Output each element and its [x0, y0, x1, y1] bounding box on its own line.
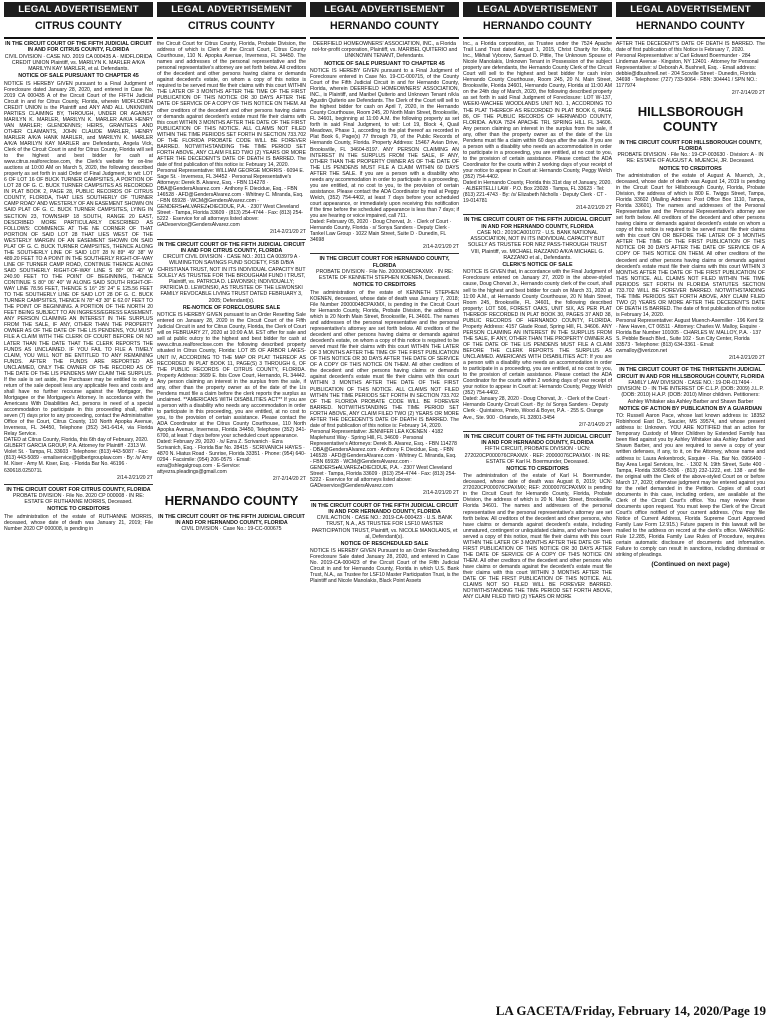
county-heading: HERNANDO COUNTY [330, 20, 439, 32]
legal-ad-header: LEGAL ADVERTISEMENT [157, 2, 306, 17]
columns [4, 2, 766, 998]
publication-ref: 2/14-2/21/20 2T [729, 355, 765, 362]
legal-ad-header: LEGAL ADVERTISEMENT [4, 2, 153, 17]
notice-body: NOTICE IS HEREBY GIVEN pursuant to a Final Judgment of Foreclosure entered in Case No. 19-CC-000715, of the County Court of the Fifth Judicial Circuit in and for Hernando County, Florida, wherein DEERFIELD HOMEOWNERS' ASSOCIATION, INC., is Plaintiff, and Maribel Quiterio and Unknown Tenant n/k/a Agustin Quiterio are Defendants. The Clerk of the Court will sell to the highest bidder for cash on April 7, 2020, in the Hernando County Courthouse, Room 245, 20 North Main Street, Brooksville, FL 34601, beginning at 11:00 A.M. the following property as set forth in said Final Judgment, to wit: Lot 19, Block 4, Quail Meadows, Phase 1, according to the plat thereof as recorded in Plat Book 6, Page(s) 77 through 79, of the Public Records of Hernando County, Florida. Property Address: 15467 Avian Drive, Brooksville, FL 34604-8197. ANY PERSON CLAIMING AN INTEREST IN THE SURPLUS FROM THE SALE, IF ANY, OTHER THAN THE PROPERTY OWNER AS OF THE DATE OF THE LIS PENDENS MUST FILE A CLAIM WITHIN 60 DAYS AFTER THE SALE. If you are a person with a disability who needs any accommodation in order to participate in a proceeding, you are entitled, at no cost to you, to the provision of certain assistance. Please contact the ADA Coordinator by mail at Peggy Welch, (352) 754-4402, at least 7 days before your scheduled court appearance, or immediately upon receiving this notification if the time before the scheduled appearance is less than 7 days; if you are hearing or voice impaired, call 711. [310, 67, 459, 220]
case-caption: FIFTH CIRCUIT, PROBATE DIVISION · UCN: 272020CP000076CPAXMX · REF: 20000076CPAXMX · IN RE: ESTATE OF Karl H. Boermunder, Deceased. [464, 446, 611, 465]
continued-note: (Continued on next page) [651, 561, 730, 569]
notice-body: The administration of the estate of Karl H. Boermunder, deceased, whose date of death was August 8, 2019; UCN: 272020CP000076CPAXMX; REF: 20000076CPAXMX is pending in the Circuit Court for Hernando County, Florida, Probate Division, the address of which is 20 N. Main Street, Brooksville, Florida 34601. The names and addresses of the personal representative and the personal representative's attorney are set forth below. All creditors of the decedent and other persons, who have claims or demands against decedent's estate, including unmatured, contingent or unliquidated claims, and who have been served a copy of this notice, must file their claims with this court WITHIN THE LATER OF 3 MONTHS AFTER THE DATE OF THE FIRST PUBLICATION OF THIS NOTICE OR 30 DAYS AFTER THE DATE OF SERVICE OF A COPY OF THIS NOTICE ON THEM. All other creditors of the decedent and other persons who have claims or demands against the decedent's estate must file their claims with this court WITHIN 3 MONTHS AFTER THE DATE OF THE FIRST PUBLICATION OF THIS NOTICE. ALL CLAIMS NOT SO FILED WILL BE FOREVER BARRED. NOTWITHSTANDING THE TIME PERIOD SET FORTH ABOVE, ANY CLAIM FILED TWO (2) YEARS OR MORE [463, 473, 612, 601]
case-caption: CIVIL ACTION · CASE NO.: 2019-CA-000423 · U.S. BANK TRUST, N.A., AS TRUSTEE FOR LSF10 MASTER PARTICIPATION TRUST, Plaintiff, vs. NICOLE MANOLAKIS, et al, Defendant(s). [311, 515, 458, 540]
case-caption: CASE NO.: 2019CA001072 · U.S. BANK NATIONAL ASSOCIATION, NOT IN ITS INDIVIDUAL CAPACITY BUT SOLELY AS TRUSTEE FOR NRZ PASS-THROUGH TRUST VIII, Plaintiff, vs. MICHAEL RAZZANO A/K/A MICHAEL G. RAZZANO et al., Defendants. [467, 230, 608, 261]
notice-signature: Dated: February 29, 2020 · /s/ Ezra Z. Scrivanich · Ezra Scrivanich, Esq. · Florida Bar No. 28415 · SCRIVANICH HAYES · 4870 N. Hiatus Road · Sunrise, Florida 33351 · Phone: (954) 640-0294 · Facsimile: (954) 206-0575 · Email: ezra@shlegalgroup.com · E-Service: attyezra.pleadings@gmail.com [157, 439, 306, 476]
legal-notice [463, 434, 612, 600]
case-caption: FAMILY LAW DIVISION · CASE NO.: 19-DR-017494 · DIVISION: D · IN THE INTEREST OF C.L.P. (DOB: 2009) J.L.P. (DOB: 2010) H.A.P. (DOB: 2010) Minor children. Petitioners: Ashley Whitaker aka Ashley Barber and Shawn Barber [617, 380, 764, 405]
notice-title: NOTICE OF RESCHEDULED SALE [340, 540, 429, 547]
legal-ad-header: LEGAL ADVERTISEMENT [463, 2, 612, 17]
notice-signature: Personal Representative: WILLIAM GEORGE MORRIS · 6094 E. Sage St. · Inverness, FL 34452 · Personal Representative's Attorneys: Derek B. Alvarez, Esq. - FBN 114278 · DBA@GendersAlvarez.com · Anthony F. Diecidue, Esq. - FBN 146528 · AFD@GendersAlvarez.com · Whitney C. Miranda, Esq. - FBN 65928 · WCM@GendersAlvarez.com · GENDERS♦ALVAREZ♦DIECIDUE, P.A. · 2307 West Cleveland Street · Tampa, Florida 33609 · (813) 254-4744 · Fax: (813) 254-5222 · Eservice for all attorneys listed above: GADeservice@GendersAlvarez.com [157, 167, 305, 229]
notice-body: NOTICE IS HEREBY GIVEN Pursuant to an Order Rescheduling Foreclosure Sale dated January 28, 2020, and entered in Case No. 2019-CA-000423 of the Circuit Court of the Fifth Judicial Circuit in and for Hernando County, Florida in which U.S. Bank Trust, N.A., as Trustee for LSF10 Master Participation Trust, is the Plaintiff and Nicole Manolakis, Black Point Assets [310, 548, 459, 585]
court-name: IN THE CIRCUIT COURT OF THE FIFTH JUDICIAL CIRCUIT IN AND FOR HERNANDO COUNTY, FLORIDA [158, 513, 305, 526]
notice-signature: Dated: January 28, 2020 · Doug Chorvat, Jr. · Clerk of the Court · Hernando County Circuit Court · By: /s/ Sonya Sanders · Deputy Clerk · Quintairos, Prieto, Wood & Boyer, P.A. · 255 S. Orange Ave., Ste. 900 · Orlando, FL 32801-3454 [463, 396, 611, 421]
court-name: IN THE CIRCUIT COURT OF THE FIFTH JUDICIAL CIRCUIT IN AND FOR HERNANDO COUNTY, FLORIDA [464, 433, 611, 447]
legal-notice [463, 41, 612, 212]
notice-title: NOTICE TO CREDITORS [47, 506, 110, 513]
notice-title: NOTICE TO CREDITORS [506, 465, 569, 472]
court-name: IN THE CIRCUIT COURT OF THE FIFTH JUDICIAL CIRCUIT IN AND FOR HERNANDO COUNTY, FLORIDA [311, 502, 458, 515]
notice-title: NOTICE TO CREDITORS [659, 165, 722, 172]
court-name: IN THE CIRCUIT COURT FOR HILLSBOROUGH COUNTY, FLORIDA [619, 139, 762, 152]
notice-signature: DATED at Citrus County, Florida, this 6th day of February, 2020. GILBERT GARCIA GROUP, P.A. Attorney for Plaintiff · 2313 W. Violet St. · Tampa, FL 33603 · Telephone: (813) 443-5087 · Fax: (813) 443-5089 · emailservice@gilbertgrouplaw.com · By: /s/ Amy M. Kiser · Amy M. Kiser, Esq. · Florida Bar No. 46196 · 630618.025071L [4, 437, 153, 474]
divider [463, 214, 612, 215]
notice-title: NOTICE TO CREDITORS [353, 282, 416, 289]
column-5 [616, 2, 765, 998]
case-caption: DEERFIELD HOMEOWNERS' ASSOCIATION, INC., a Florida not-for-profit corporation, Plaintiff, vs. MARIBEL QUITERIO and UNKNOWN TENANT, Defendants. [311, 41, 458, 60]
notice-title: NOTICE OF SALE PURSUANT TO CHAPTER 45 [324, 60, 445, 67]
notice-body: NOTICE IS HEREBY GIVEN pursuant to a Final Judgment of Foreclosure dated January 28, 2020, and entered in Case No. 2019 CA 000435 A of the Circuit Court of the FIFTH Judicial Circuit in and for Citrus County, Florida, wherein MIDFLORIDA CREDIT UNION is the Plaintiff and ANY AND ALL UNKNOWN PARTIES CLAIMING BY, THROUGH, UNDER OR AGAINST MARILYN K. MARLER, MARILYN K. MARLER A/K/A HENRY VAN MARLER; GLENDENNIS; HEIRS, GRANTEES AND OTHER CLAIMANTS, JOHN CLAUDE MARLER, HENRY MARLER A/K/A HANK MARLER, and MARILYN K. MARLER A/K/A MARILYN KAY MARLER are Defendants, Angela Vick, Clerk of the Circuit Court in and for Citrus County, Florida will sell to the highest and best bidder for cash at www.citrus.realforeclose.com, the Clerk's website for on-line auctions at 10:00 AM on March 5, 2020, the following described property as set forth in said Order of Final Judgment, to wit: LOT 6 OF LOT 16 OF BUCK TURNER CAMPSITES, A PORTION OF LOT 28 OF G. C. BUCK TURNER CAMPSITES AS RECORDED IN PLAT BOOK 2, PAGE 28, PUBLIC RECORDS OF CITRUS COUNTY, FLORIDA, THAT LIES SOUTHERLY OF 'TURNER CAMP ROAD' AND WESTERLY OF AN EASEMENT SHOWN ON SAID PLAT OF G. C. BUCK TURNER CAMPSITES, LYING IN SECTION 23, TOWNSHIP 18 SOUTH, RANGE 20 EAST, DESCRIBED MORE PARTICULARLY DESCRIBED AS FOLLOWS: COMMENCE AT THE NE CORNER OF THAT PORTION OF SAID LOT 28 THAT LIES WEST OF THE WESTERLY MARGIN OF AN EASEMENT SHOWN ON SAID PLAT OF G. C. BUCK TURNER CAMPSITES, THENCE ALONG THE SOUTHERLY LINE OF SAID LOT 28 N 89° 49' 38" W 489.20 FEET TO A POINT IN THE SOUTHERLY RIGHT-OF-WAY LINE OF TURNER CAMP ROAD, CONTINUE THENCE ALONG SAID SOUTHERLY RIGHT-OF-WAY LINE S 80° 06' 40" W 240.90 FEET TO THE POINT OF BEGINNING, THENCE CONTINUE S 80° 06' 40" W ALONG SAID SOUTH RIGHT-OF-WAY LINE 78.56 FEET, THENCE S 16° 25' 24" E 125.56 FEET TO THE SOUTHERLY LINE OF SAID LOT 28 OF G. C. BUCK TURNER CAMPSITES, THENCE N 78° 43' 30" E 62.07 FEET TO THE POINT OF BEGINNING. A PORTION OF THE NORTH 20 FEET BEING SUBJECT TO AN INGRESS/EGRESS EASEMENT. ANY PERSON CLAIMING AN INTEREST IN THE SURPLUS FROM THE SALE, IF ANY, OTHER THAN THE PROPERTY OWNER AS OF THE DATE OF THE LIS PENDENS, YOU MUST FILE A CLAIM WITH THE CLERK OF COURT BEFORE OR NO LATER THAN THE DATE THAT THE CLERK REPORTS THE FUNDS AS UNCLAIMED. IF YOU FAIL TO FILE A TIMELY CLAIM, YOU WILL NOT BE ENTITLED TO ANY REMAINING FUNDS. AFTER THE FUNDS ARE REPORTED AS UNCLAIMED, ONLY THE OWNER OF THE RECORD AS OF THE DATE OF THE LIS PENDENS MAY CLAIM THE SURPLUS. If the sale is set aside, the Purchaser may be entitled to only a return of the sale deposit less any applicable fees and costs and shall have no further recourse against the Mortgagor, the Mortgagee or the Mortgagee's Attorney. In accordance with the Americans With Disabilities Act, persons in need of a special accommodation to participate in this proceeding shall, within seven (7) days prior to any proceeding, contact the Administrative Office of the Court, Citrus County, 110 North Apopka Avenue, Inverness, FL 34450, Telephone (352) 341-6414, via Florida Relay Service. [4, 80, 153, 438]
county-heading: HERNANDO COUNTY [483, 20, 592, 32]
case-caption: CIVIL DIVISION · CASE NO. 2019 CA 000435 A · MIDFLORIDA CREDIT UNION Plaintiff, vs. MARILYN K. MARLER A/K/A MARILYN KAY MARLER, et al. Defendants. [4, 53, 153, 72]
county-heading: CITRUS COUNTY [34, 20, 123, 32]
notice-title: NOTICE OF SALE PURSUANT TO CHAPTER 45 [18, 73, 139, 80]
case-caption: PROBATE DIVISION · File No. 2020 CP 000008 · IN RE: ESTATE OF RUTHANNE MORRIS, Deceased. [12, 493, 145, 506]
notice-signature: Personal Representative: s/ Carl Edward Boermunder · 284 Lindeman Avenue · Kingston, NY 12401 · Attorney for Personal Representative: s/ Deborah A. Bushnell, Esq. · Email address: debbie@dbushnell.net · 204 Scoville Street · Dunedin, Florida 34698 · Telephone: (727) 733-9064 · FBN: 304441 / SPN NO.: 1177974 [616, 53, 759, 90]
court-name: IN THE CIRCUIT COURT FOR HERNANDO COUNTY, FLORIDA [319, 256, 450, 269]
legal-notice [4, 41, 153, 482]
divider [157, 239, 306, 240]
notice-body: The administration of the estate of August A. Muench, Jr., deceased, whose date of death was August 14, 2019 is pending in the Circuit Court for Hillsborough County, Florida, Probate Division, the address of which is 800 E. Twiggs Street, Tampa, Florida 33602 (Mailing Address: Post Office Box 1110, Tampa, Florida 33601). The names and addresses of the Personal Representative and the Personal Representative's attorney are set forth below. All creditors of the decedent and other persons having claims or demands against decedent's estate on whom a copy of this notice is required to be served must file their claims with this court ON OR BEFORE THE LATER OF 3 MONTHS AFTER THE TIME OF THE FIRST PUBLICATION OF THIS NOTICE OR 30 DAYS AFTER THE DATE OF SERVICE OF A COPY OF THIS NOTICE ON THEM. All other creditors of the decedent and other persons having claims or demands against decedent's estate must file their claims with this court WITHIN 3 MONTHS AFTER THE DATE OF THE FIRST PUBLICATION OF THIS NOTICE. ALL CLAIMS NOT FILED WITHIN THE TIME PERIODS SET FORTH IN FLORIDA STATUTES SECTION 733.702 WILL BE FOREVER BARRED. NOTWITHSTANDING THE TIME PERIODS SET FORTH ABOVE, ANY CLAIM FILED TWO (2) YEARS OR MORE AFTER THE DECEDENT'S DATE OF DEATH IS BARRED. The date of first publication of this notice is February 14, 2020. [616, 172, 765, 318]
publication-ref: 2/14-2/21/20 2T [576, 205, 612, 212]
notice-body: the Circuit Court for Citrus County, Florida, Probate Division, the address of which is Clerk of the Circuit Court, Citrus County Courthouse, 110 N. Apopka Avenue, Inverness, FL 34450. The names and addresses of the personal representative and the personal representative's attorney are set forth below. All creditors of the decedent and other persons having claims or demands against decedent's estate, on whom a copy of this notice is required to be served must file their claims with this court WITHIN THE LATER OF 3 MONTHS AFTER THE TIME OF THE FIRST PUBLICATION OF THIS NOTICE OR 30 DAYS AFTER THE DATE OF SERVICE OF A COPY OF THIS NOTICE ON THEM. All other creditors of the decedent and other persons having claims or demands against decedent's estate must file their claims with this court WITHIN 3 MONTHS AFTER THE DATE OF THE FIRST PUBLICATION OF THIS NOTICE. ALL CLAIMS NOT FILED WITHIN THE TIME PERIODS SET FORTH IN SECTION 733.702 OF THE FLORIDA PROBATE CODE WILL BE FOREVER BARRED. NOTWITHSTANDING THE TIME PERIOD SET FORTH ABOVE, ANY CLAIM FILED TWO (2) YEARS OR MORE AFTER THE DECEDENT'S DATE OF DEATH IS BARRED. The date of first publication of this notice is: February 14, 2020. [157, 41, 306, 168]
notice-signature: Dated: February 05, 2020 · Doug Chorvat, Jr. · Clerk of Court · Hernando County, Florida · s/ Sonya Sanders · Deputy Clerk · Tankel Law Group · 1022 Main Street, Suite D · Dunedin, FL 34698 [310, 219, 452, 244]
county-heading: HERNANDO COUNTY [636, 20, 745, 32]
legal-notice [157, 514, 306, 533]
legal-notice [4, 487, 153, 532]
divider [616, 364, 765, 365]
divider [4, 484, 153, 485]
legal-notice [616, 140, 765, 363]
divider [616, 37, 765, 39]
legal-notice [463, 217, 612, 428]
column-3 [310, 2, 459, 998]
column-4 [463, 2, 612, 998]
publication-ref: 2/7-2/14/20 2T [578, 421, 612, 428]
court-name: IN THE CIRCUIT COURT OF THE FIFTH JUDICIAL CIRCUIT IN AND FOR HERNANDO COUNTY, FLORIDA [464, 217, 611, 230]
court-name: IN THE CIRCUIT COURT OF THE THIRTEENTH JUDICIAL CIRCUIT IN AND FOR HILLSBOROUGH COUNTY, FLORIDA [616, 367, 765, 380]
divider [463, 37, 612, 39]
notice-title: RE-NOTICE OF FORECLOSURE SALE [182, 304, 281, 311]
legal-notice [616, 367, 765, 558]
notice-body: AFTER THE DECEDENT'S DATE OF DEATH IS BARRED. The date of first publication of this Notice is February 7, 2020. [616, 41, 765, 54]
divider [463, 431, 612, 432]
divider [4, 37, 153, 39]
notice-body: NOTICE IS GIVEN that, in accordance with the Final Judgment of Foreclosure entered on January 27, 2020 in the above-styled cause, Doug Chorvat Jr., Hernando county clerk of the court, shall sell to the highest and best bidder for cash on March 31, 2020 at 11:00 A.M., at Hernando County Courthouse, 20 N Main Street, Room 245, Brooksville, FL 34601, the following described property: LOT 506, FOREST OAKS, UNIT SIX, AS PER PLAT THEREOF RECORDED IN PLAT BOOK 30, PAGES 37 AND 38, PUBLIC RECORDS OF HERNANDO COUNTY, FLORIDA. Property Address: 4157 Glade Road, Spring Hill, FL 34606. ANY PERSON CLAIMING AN INTEREST IN THE SURPLUS FROM THE SALE, IF ANY, OTHER THAN THE PROPERTY OWNER AS OF THE DATE OF THE LIS PENDENS MUST FILE A CLAIM BEFORE THE CLERK REPORTS THE SURPLUS AS UNCLAIMED. AMERICANS WITH DISABILITIES ACT: If you are a person with a disability who needs an accommodation in order to participate in a proceeding, you are entitled, at no cost to you, to the provision of certain assistance. Please contact the ADA Coordinator for the courts within 2 working days of your receipt of your notice to appear in Court at: Hernando County, Peggy Welch (352) 754-4402. [463, 269, 612, 397]
legal-notice [157, 242, 306, 484]
case-caption: CIRCUIT CIVIL DIVISION · CASE NO.: 2011 CA 003979 A · WILMINGTON SAVINGS FUND SOCIETY, FSB D/B/A CHRISTIANA TRUST, NOT IN ITS INDIVIDUAL CAPACITY BUT SOLELY AS TRUSTEE FOR THE BROUGHAM FUND I TRUST, Plaintiff, vs. PATRICIA D. LEWONSKI; INDIVIDUALLY; PATRICIA D. LEWONSKI, AS TRUSTEE OF THE LEWONSKI FAMILY REVOCABLE LIVING TRUST DATED FEBRUARY 3, 2005; Defendant(s). [157, 254, 306, 304]
notice-signature: Personal Representative: JENNIFER LEA KOENEN · 4182 Maplehurst Way · Spring Hill, FL 34609 · Personal Representative's Attorneys: Derek B. Alvarez, Esq. - FBN 114278 · DBA@GendersAlvarez.com · Anthony F. Diecidue, Esq. - FBN 146528 · AFD@GendersAlvarez.com · Whitney C. Miranda, Esq. - FBN 65928 · WCM@GendersAlvarez.com · GENDERS♦ALVAREZ♦DIECIDUE, P.A. · 2307 West Cleveland Street · Tampa, Florida 33609 · (813) 254-4744 · Fax: (813) 254-5222 · Eservice for all attorneys listed above: GADeservice@GendersAlvarez.com [310, 428, 457, 490]
divider [157, 37, 306, 39]
court-name: IN THE CIRCUIT COURT OF THE FIFTH JUDICIAL CIRCUIT IN AND FOR CITRUS COUNTY, FLORIDA [158, 241, 305, 254]
divider [310, 253, 459, 254]
publication-ref: 2/7-2/14/20 2T [272, 476, 306, 483]
notice-body: Inc., a Florida corporation, as Trustee under the 7524 Apache Trail Land Trust dated August 1, 2015, Christ Charity for Kids, Inc., Mikhail Vyborov, Samuel D. Pittle, The Unknown Spouse of Nicole Manolakis, Unknown Tenant in Possession of the subject property are defendants, the Hernando County Clerk of the Circuit Court will sell to the highest and best bidder for cash in/on Hernando County Courthouse, Room 245, 20 N. Main Street, Brooksville, Florida 34601, Hernando County, Florida at 11:00 AM on the 24th day of March, 2020, the following described property as set forth in said Final Judgment of Foreclosure: LOT W-137, WEEKI-WACHEE WOODLANDS UNIT NO. 1, ACCORDING TO THE PLAT THEREOF AS RECORDED IN PLAT BOOK 6, PAGE 86, OF THE PUBLIC RECORDS OF HERNANDO COUNTY, FLORIDA. A/K/A 7524 APACHE TRL SPRING HILL FL 34606. Any person claiming an interest in the surplus from the sale, if any, other than the property owner as of the date of the Lis Pendens must file a claim within 60 days after the sale. If you are a person with a disability who needs an accommodation in order to participate in a proceeding, you are entitled, at no cost to you, to the provision of certain assistance. Please contact the ADA Coordinator for the courts within 2 working days of your receipt of your notice to appear in Court at: Hernando County, Peggy Welch (352) 754-4402. [463, 41, 612, 181]
legal-notice [616, 41, 765, 98]
case-caption: PROBATE DIVISION · File No. 20000048CPAXMX · IN RE: ESTATE OF KENNETH STEPHEN KOENEN, Deceased. [315, 269, 454, 282]
notice-title: NOTICE OF ACTION BY PUBLICATION BY A GUARDIAN [619, 405, 762, 412]
divider [310, 500, 459, 501]
publication-ref: 2/14-2/21/20 2T [270, 229, 306, 236]
notice-body: The administration of the estate of KENNETH STEPHEN KOENEN, deceased, whose date of death was January 7, 2018; File Number 20000048CPAXMX, is pending in the Circuit Court for Hernando County, Florida, Probate Division, the address of which is 20 North Main Street, Brooksville, FL 34601. The names and addresses of the personal representative and the personal representative's attorney are set forth below. All creditors of the decedent and other persons having claims or demands against decedent's estate, on whom a copy of this notice is required to be served must file their claims with this court WITHIN THE LATER OF 3 MONTHS AFTER THE TIME OF THE FIRST PUBLICATION OF THIS NOTICE OR 30 DAYS AFTER THE DATE OF SERVICE OF A COPY OF THIS NOTICE ON THEM. All other creditors of the decedent and other persons having claims or demands against decedent's estate must file their claims with this court WITHIN 3 MONTHS AFTER THE DATE OF THE FIRST PUBLICATION OF THIS NOTICE. ALL CLAIMS NOT FILED WITHIN THE TIME PERIODS SET FORTH IN SECTION 733.702 OF THE FLORIDA PROBATE CODE WILL BE FOREVER BARRED. NOTWITHSTANDING THE TIME PERIOD SET FORTH ABOVE, ANY CLAIM FILED TWO (2) YEARS OR MORE AFTER THE DECEDENT'S DATE OF DEATH IS BARRED. The date of first publication of this notice is: February 14, 2020. [310, 289, 459, 429]
column-1 [4, 2, 153, 998]
notice-title: CLERK'S NOTICE OF SALE [502, 262, 573, 269]
notice-body: NOTICE IS HEREBY GIVEN pursuant to an Order Resetting Sale entered on January 28, 2020 in the Circuit Court of the Fifth Judicial Circuit in and for Citrus County, Florida, the Clerk of Court will on FEBRUARY 27, 2020 at 10:00 A.M. EST offer for sale and sell at public outcry to the highest and best bidder for cash at www.citrus.realforeclose.com the following described property situated in Citrus County, Florida: LOT 85 OF ARBOR LAKES-UNIT IV, ACCORDING TO THE MAP OR PLAT THEREOF AS RECORDED IN PLAT BOOK 11, PAGE(S) 3 THROUGH 6, OF THE PUBLIC RECORDS OF CITRUS COUNTY, FLORIDA. Property Address: 3689 E. Ibis Cove Court, Hernando, FL 34442. Any person claiming an interest in the surplus from the sale, if any, other than the property owner as of the date of the Lis Pendens must file a claim before the clerk reports the surplus as unclaimed. **AMERICANS WITH DISABILITIES ACT** If you are a person with a disability who needs any accommodation in order to participate in this proceeding, you are entitled, at no cost to you, to the provision of certain assistance. Please contact the ADA Coordinator at the Citrus County Courthouse, 110 North Apopka Avenue, Inverness, Florida 34450, Telephone (352) 341-6700, at least 7 days before your scheduled court appearance. [157, 312, 306, 440]
publication-ref: 2/14-2/21/20 2T [423, 490, 459, 497]
county-heading: HILLSBOROUGH COUNTY [637, 103, 744, 134]
publication-ref: 2/14-2/21/20 2T [117, 474, 153, 481]
case-caption: PROBATE DIVISION · File No.: 19-CP-003630 · Division: A · IN RE: ESTATE OF AUGUST A. MUENCH, JR. Deceased. [617, 152, 764, 165]
column-2 [157, 2, 306, 998]
page-footer: LA GACETA/Friday, February 14, 2020/Page 19 [495, 1003, 766, 1018]
county-heading: HERNANDO COUNTY [164, 492, 299, 508]
legal-notice [157, 41, 306, 237]
legal-ad-header: LEGAL ADVERTISEMENT [310, 2, 459, 17]
legal-ad-header: LEGAL ADVERTISEMENT [616, 2, 765, 17]
notice-body: The administration of the estate of RUTHANNE MORRIS, deceased, whose date of death was January 21, 2019; File Number 2020 CP 000008, is pending in [4, 513, 153, 532]
legal-notice [310, 503, 459, 585]
publication-ref: 2/14-2/21/20 2T [423, 244, 459, 251]
legal-notice [310, 256, 459, 497]
publication-ref: 2/7-2/14/20 2T [731, 90, 765, 97]
county-heading: CITRUS COUNTY [187, 20, 276, 32]
court-name: IN THE CIRCUIT COURT OF THE FIFTH JUDICIAL CIRCUIT IN AND FOR CITRUS COUNTY, FLORIDA [5, 41, 152, 54]
divider [310, 37, 459, 39]
notice-signature: Personal Representative: August Muench-Asemiller · 196 Kent St · New Haven, CT 06511 · Attorney: Charles W. Malloy, Esquire · Florida Bar Number 101005 · CHARLES W. MALLOY, P.A. · 137 S. Pebble Beach Blvd., Suite 102 · Sun City Center, Florida 33573 · Telephone: (813) 634-3361 · Email: cwmalloy@verizon.net [616, 318, 764, 355]
case-caption: CIVIL DIVISION · Case No.: 19-CC-000675 [181, 526, 282, 533]
court-name: IN THE CIRCUIT COURT FOR CITRUS COUNTY, FLORIDA [6, 486, 151, 493]
legal-notice [310, 41, 459, 251]
notice-signature: Dated in Hernando County, Florida this 31st day of January, 2020. · ALBERTELLI LAW · P.O. Box 23028 · Tampa, FL 33623 · Tel: (813) 221-4743 · By: /s/ Elizabeth Nicholls · Deputy Clerk · CT - 19-014781 [463, 180, 612, 205]
notice-body: TO: Russell Aaron Pace, whose last known address is: 18352 Robinhood East Dr., Saucier, MS 39574, and whose present address is: Unknown. YOU ARE NOTIFIED that an action for Temporary Custody of Minor Children by Extended Family has been filed against you by Ashley Whitaker aka Ashley Barber and Shawn Barber, and you are required to serve a copy of your written defenses, if any, to it, on the Attorney, whose name and address is: Laura Ankenbrock, Esquire · Fla. Bar No. 0966400 · Bay Area Legal Services, Inc. · 1302 N. 19th Street, Suite 400 · Tampa, Florida 33605-5336 · (813) 232-1222, ext. 138 · and file the original with the Clerk of the above-styled Court on or before March 17, 2020; otherwise judgment may be entered against you for the relief demanded in the Petition. Copies of all court documents in this case, including orders, are available at the Clerk of the Circuit Court's office. You may review these documents upon request. You must keep the Clerk of the Circuit Court's office notified of your current address. (You may file Notice of Current Address, Florida Supreme Court Approved Family Law Form 12.915.) Future papers in this lawsuit will be mailed to the address on record at the clerk's office. WARNING: Rule 12.285, Florida Family Law Rules of Procedure, requires certain automatic disclosure of documents and information. Failure to comply can result in sanctions, including dismissal or striking of pleadings. [616, 413, 765, 559]
